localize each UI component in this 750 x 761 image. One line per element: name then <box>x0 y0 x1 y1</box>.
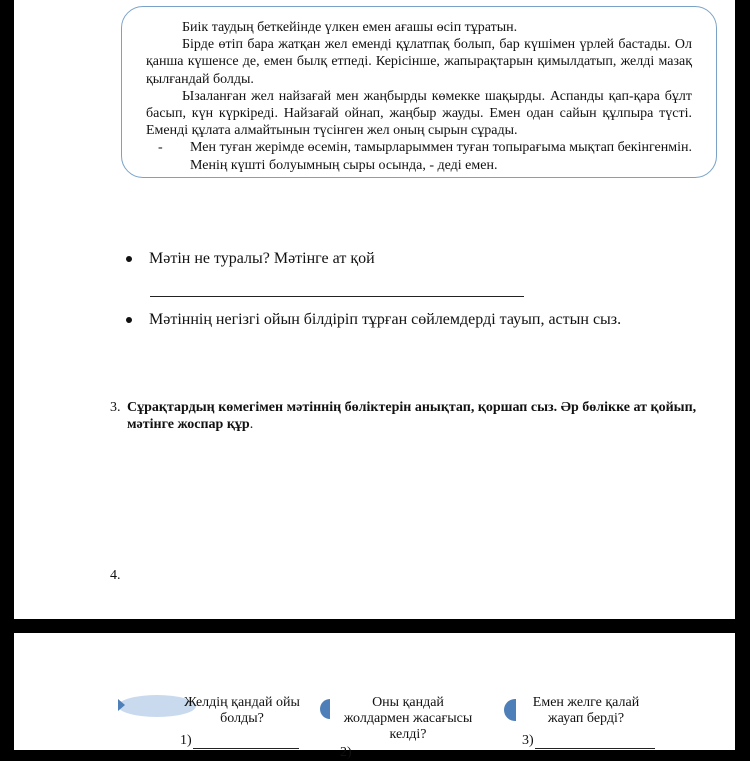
text-paragraph-4 <box>146 139 692 173</box>
plan-question-1: Желдің қандай ойы болды? <box>184 695 300 726</box>
text-paragraph-1: Биік таудың беткейінде үлкен емен ағашы өсіп тұратын. <box>182 20 518 35</box>
text-paragraph-2: Бірде өтіп бара жатқан жел еменді құлатпақ болып, бар күшімен үрлей бастады. Ол қанша күшенсе де, емен былқ етпеді. Керісінше, жапырақтарын қимылдатып, желді мазақ қылғандай болды. <box>146 37 692 87</box>
plan-answer-1-label: 1) <box>180 733 192 748</box>
plan-answer-1-line[interactable] <box>193 736 299 749</box>
task-4-number: 4. <box>110 568 121 583</box>
task-3-period: . <box>249 417 254 432</box>
question-bullet-2 <box>126 311 621 329</box>
question-1-text: Мәтін не туралы? Мәтінге ат қой <box>149 250 375 267</box>
plan-answer-2-label: 2) <box>340 745 352 760</box>
text-paragraph-3: Ызаланған жел найзағай мен жаңбырды көмекке шақырды. Аспанды қап-қара бұлт басып, күн күркіреді. Найзағай ойнап, жаңбыр жауды. Емен одан сайын құлпыра түсті. Еменді құлата алмайтынын түсінген жел оның сырын сұрады. <box>146 88 692 139</box>
dialogue-dash: - <box>158 140 163 156</box>
text-paragraph-4-body: Мен туған жерімде өсемін, тамырларыммен туған топырағыма мықтап бекінгенмін. Менің күшті болуымның сыры осында, - деді емен. <box>190 140 692 173</box>
plan-answer-3-line[interactable] <box>535 736 655 749</box>
half-circle-icon <box>504 699 516 721</box>
bullet-dot-icon <box>126 317 132 323</box>
question-bullet-1 <box>126 250 375 268</box>
reading-text-box <box>121 6 717 178</box>
plan-question-3: Емен желге қалай жауап берді? <box>532 695 640 726</box>
question-2-text: Мәтіннің негізгі ойын білдіріп тұрған сөйлемдерді тауып, астын сыз. <box>149 311 622 328</box>
plan-answer-1[interactable] <box>180 733 299 749</box>
arrow-tip-icon <box>118 699 125 711</box>
task-3 <box>110 399 700 433</box>
plan-answer-3[interactable] <box>522 733 655 749</box>
bullet-dot-icon <box>126 256 132 262</box>
task-3-instruction: Сұрақтардың көмегімен мәтіннің бөліктерін анықтап, қоршап сыз. Әр бөлікке ат қойып, мәтінге жоспар құр <box>127 400 697 432</box>
answer-line[interactable] <box>150 296 524 297</box>
worksheet-page-1 <box>14 0 735 619</box>
plan-answer-3-label: 3) <box>522 733 534 748</box>
task-3-number: 3. <box>110 400 121 415</box>
worksheet-page-2 <box>14 633 735 760</box>
task-3-text <box>127 399 700 433</box>
half-circle-icon <box>320 699 330 719</box>
plan-question-2: Оны қандай жолдармен жасағысы келді? <box>343 695 473 742</box>
